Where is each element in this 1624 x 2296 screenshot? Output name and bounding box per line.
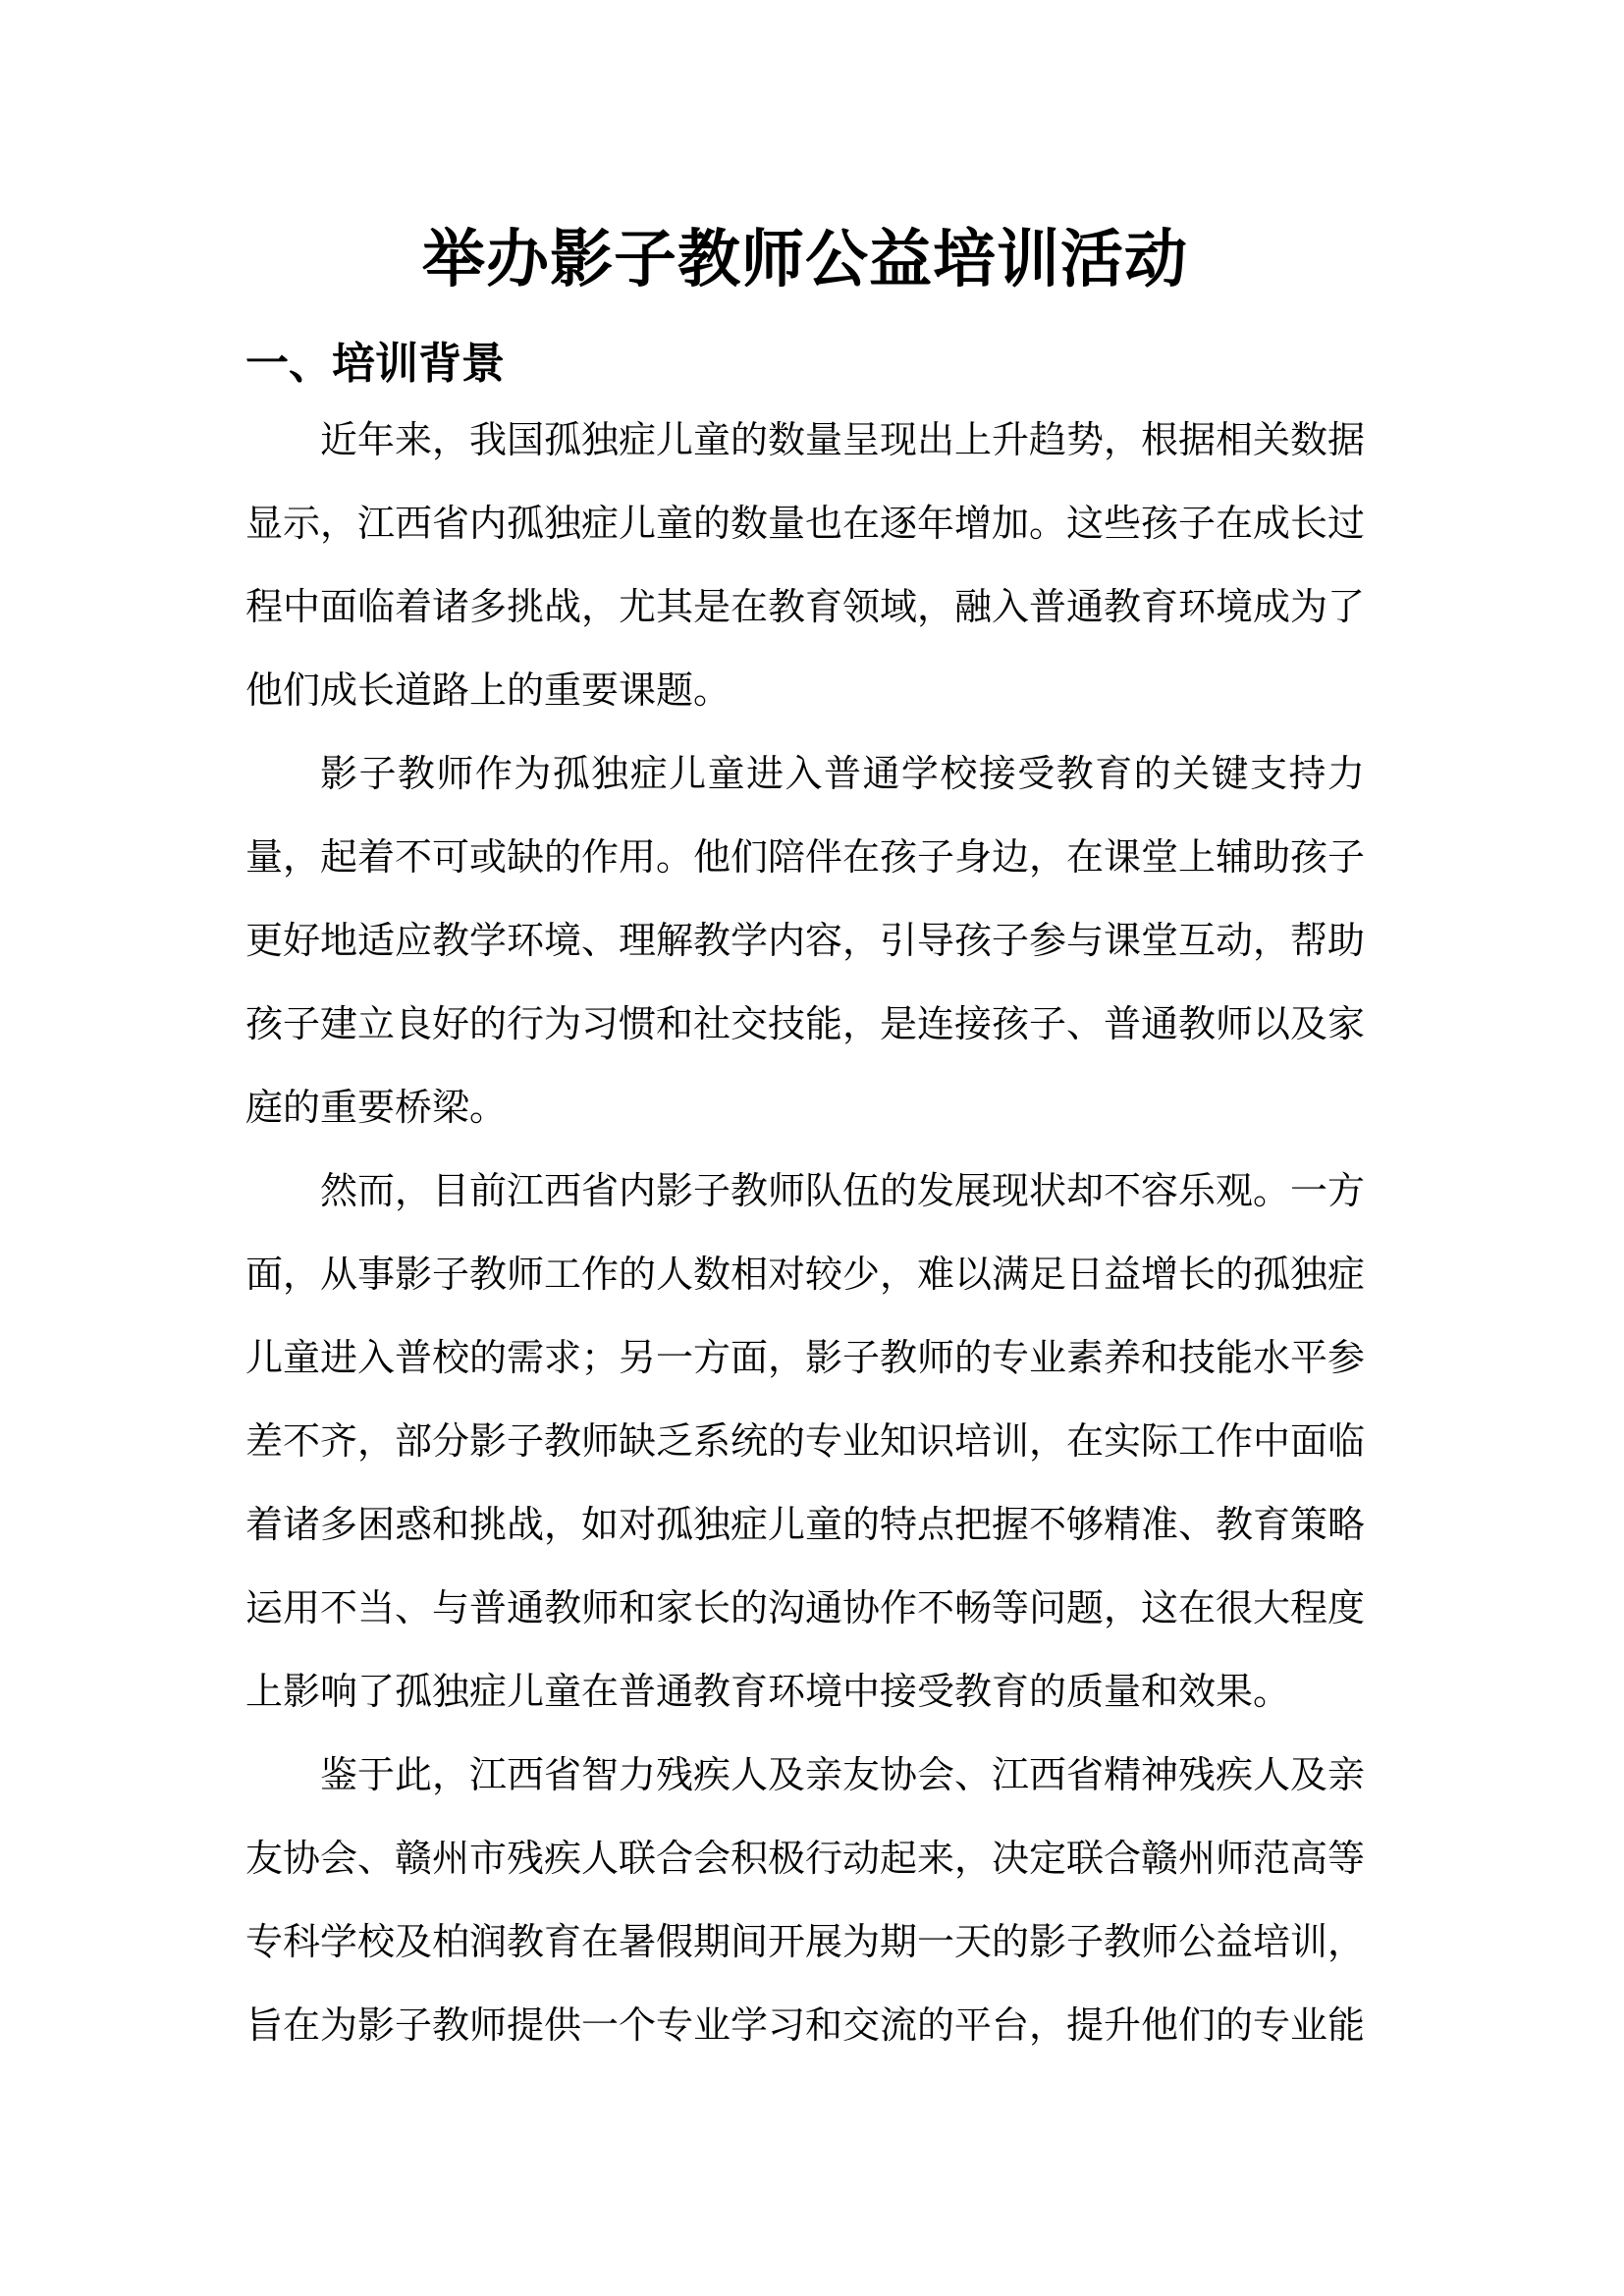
paragraph-3: 然而，目前江西省内影子教师队伍的发展现状却不容乐观。一方面，从事影子教师工作的人数相对较少，难以满足日益增长的孤独症儿童进入普校的需求；另一方面，影子教师的专业素养和技能水平参差不齐，部分影子教师缺乏系统的专业知识培训，在实际工作中面临着诸多困惑和挑战，如对孤独症儿童的特点把握不够精准、教育策略运用不当、与普通教师和家长的沟通协作不畅等问题，这在很大程度上影响了孤独症儿童在普通教育环境中接受教育的质量和效果。 bbox=[245, 1171, 1366, 1713]
section-heading: 一、培训背景 bbox=[245, 340, 505, 388]
paragraph-2: 影子教师作为孤独症儿童进入普通学校接受教育的关键支持力量，起着不可或缺的作用。他们陪伴在孩子身边，在课堂上辅助孩子更好地适应教学环境、理解教学内容，引导孩子参与课堂互动，帮助孩子建立良好的行为习惯和社交技能，是连接孩子、普通教师以及家庭的重要桥梁。 bbox=[245, 754, 1366, 1129]
paragraph-4: 鉴于此，江西省智力残疾人及亲友协会、江西省精神残疾人及亲友协会、赣州市残疾人联合会积极行动起来，决定联合赣州师范高等专科学校及柏润教育在暑假期间开展为期一天的影子教师公益培训，旨在为影子教师提供一个专业学习和交流的平台，提升他们的专业能 bbox=[245, 1755, 1366, 2047]
document-body bbox=[245, 0, 1365, 2068]
document-title: 举办影子教师公益培训活动 bbox=[422, 225, 1188, 294]
paragraph-1: 近年来，我国孤独症儿童的数量呈现出上升趋势，根据相关数据显示，江西省内孤独症儿童的数量也在逐年增加。这些孩子在成长过程中面临着诸多挑战，尤其是在教育领域，融入普通教育环境成为了他们成长道路上的重要课题。 bbox=[245, 420, 1366, 712]
